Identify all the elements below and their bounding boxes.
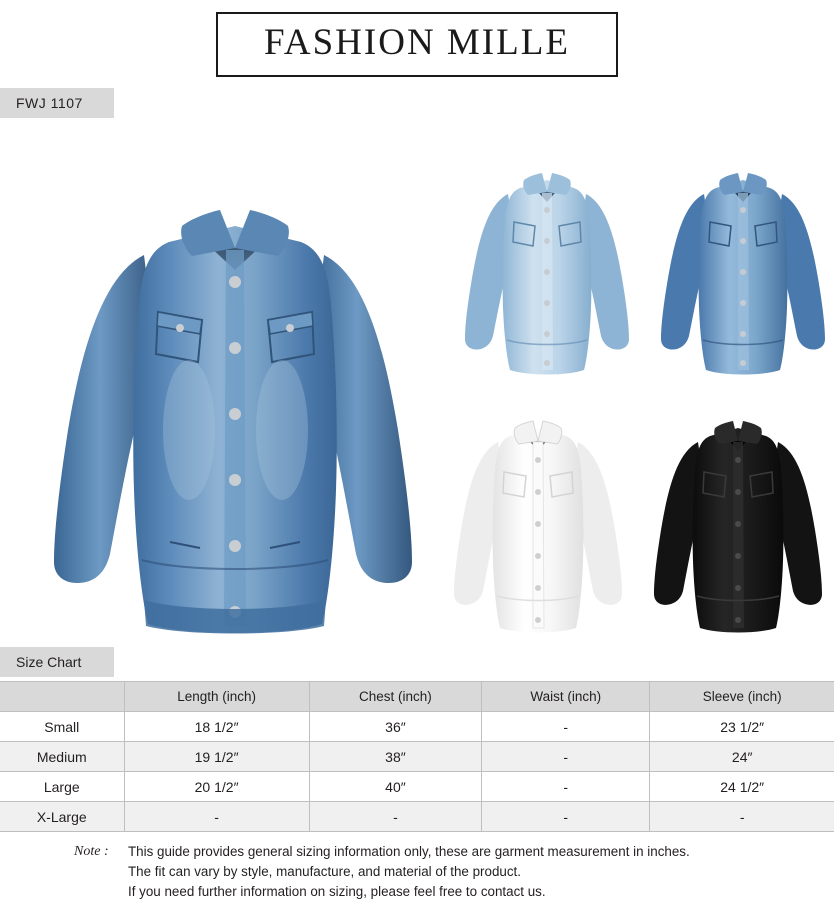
cell-length: 19 1/2″ [124,742,309,772]
table-row [0,772,834,802]
cell-chest: - [309,802,481,832]
cell-sleeve: - [650,802,834,832]
cell-size: X-Large [0,802,124,832]
page-header [0,0,834,88]
cell-size: Medium [0,742,124,772]
thumb-denim-jacket-blue[interactable] [648,136,834,376]
note-line: This guide provides general sizing information only, these are garment measurement in inches. [128,844,690,859]
cell-waist: - [482,712,650,742]
cell-chest: 40″ [309,772,481,802]
column-header-length: Length (inch) [124,682,309,712]
size-chart-table [0,681,834,832]
cell-waist: - [482,742,650,772]
cell-length: - [124,802,309,832]
brand-title: FASHION MILLE [264,21,570,63]
cell-sleeve: 24 1/2″ [650,772,834,802]
note-line: If you need further information on sizing, please feel free to contact us. [128,884,546,899]
size-chart-header-row [0,647,834,681]
thumb-denim-jacket-light-blue[interactable] [452,136,642,376]
table-header-row [0,682,834,712]
size-chart-badge: Size Chart [0,647,114,677]
thumb-denim-jacket-white[interactable] [440,382,636,634]
cell-chest: 36″ [309,712,481,742]
note-body [74,842,822,902]
column-header-waist: Waist (inch) [482,682,650,712]
cell-waist: - [482,802,650,832]
note-label: Note : [74,844,109,859]
style-code-badge: FWJ 1107 [0,88,114,118]
cell-waist: - [482,772,650,802]
column-header-chest: Chest (inch) [309,682,481,712]
cell-sleeve: 24″ [650,742,834,772]
table-row [0,802,834,832]
sizing-note [0,842,834,902]
table-row [0,742,834,772]
cell-size: Large [0,772,124,802]
brand-logo-box [216,12,618,77]
cell-chest: 38″ [309,742,481,772]
product-image-gallery [0,124,834,639]
cell-length: 20 1/2″ [124,772,309,802]
hero-denim-jacket-medium-blue [24,130,444,635]
cell-size: Small [0,712,124,742]
column-header-sleeve: Sleeve (inch) [650,682,834,712]
cell-sleeve: 23 1/2″ [650,712,834,742]
table-row [0,712,834,742]
style-code-row [0,88,834,124]
thumb-denim-jacket-black[interactable] [640,382,834,634]
column-header-size [0,682,124,712]
note-line: The fit can vary by style, manufacture, and material of the product. [128,864,521,879]
cell-length: 18 1/2″ [124,712,309,742]
